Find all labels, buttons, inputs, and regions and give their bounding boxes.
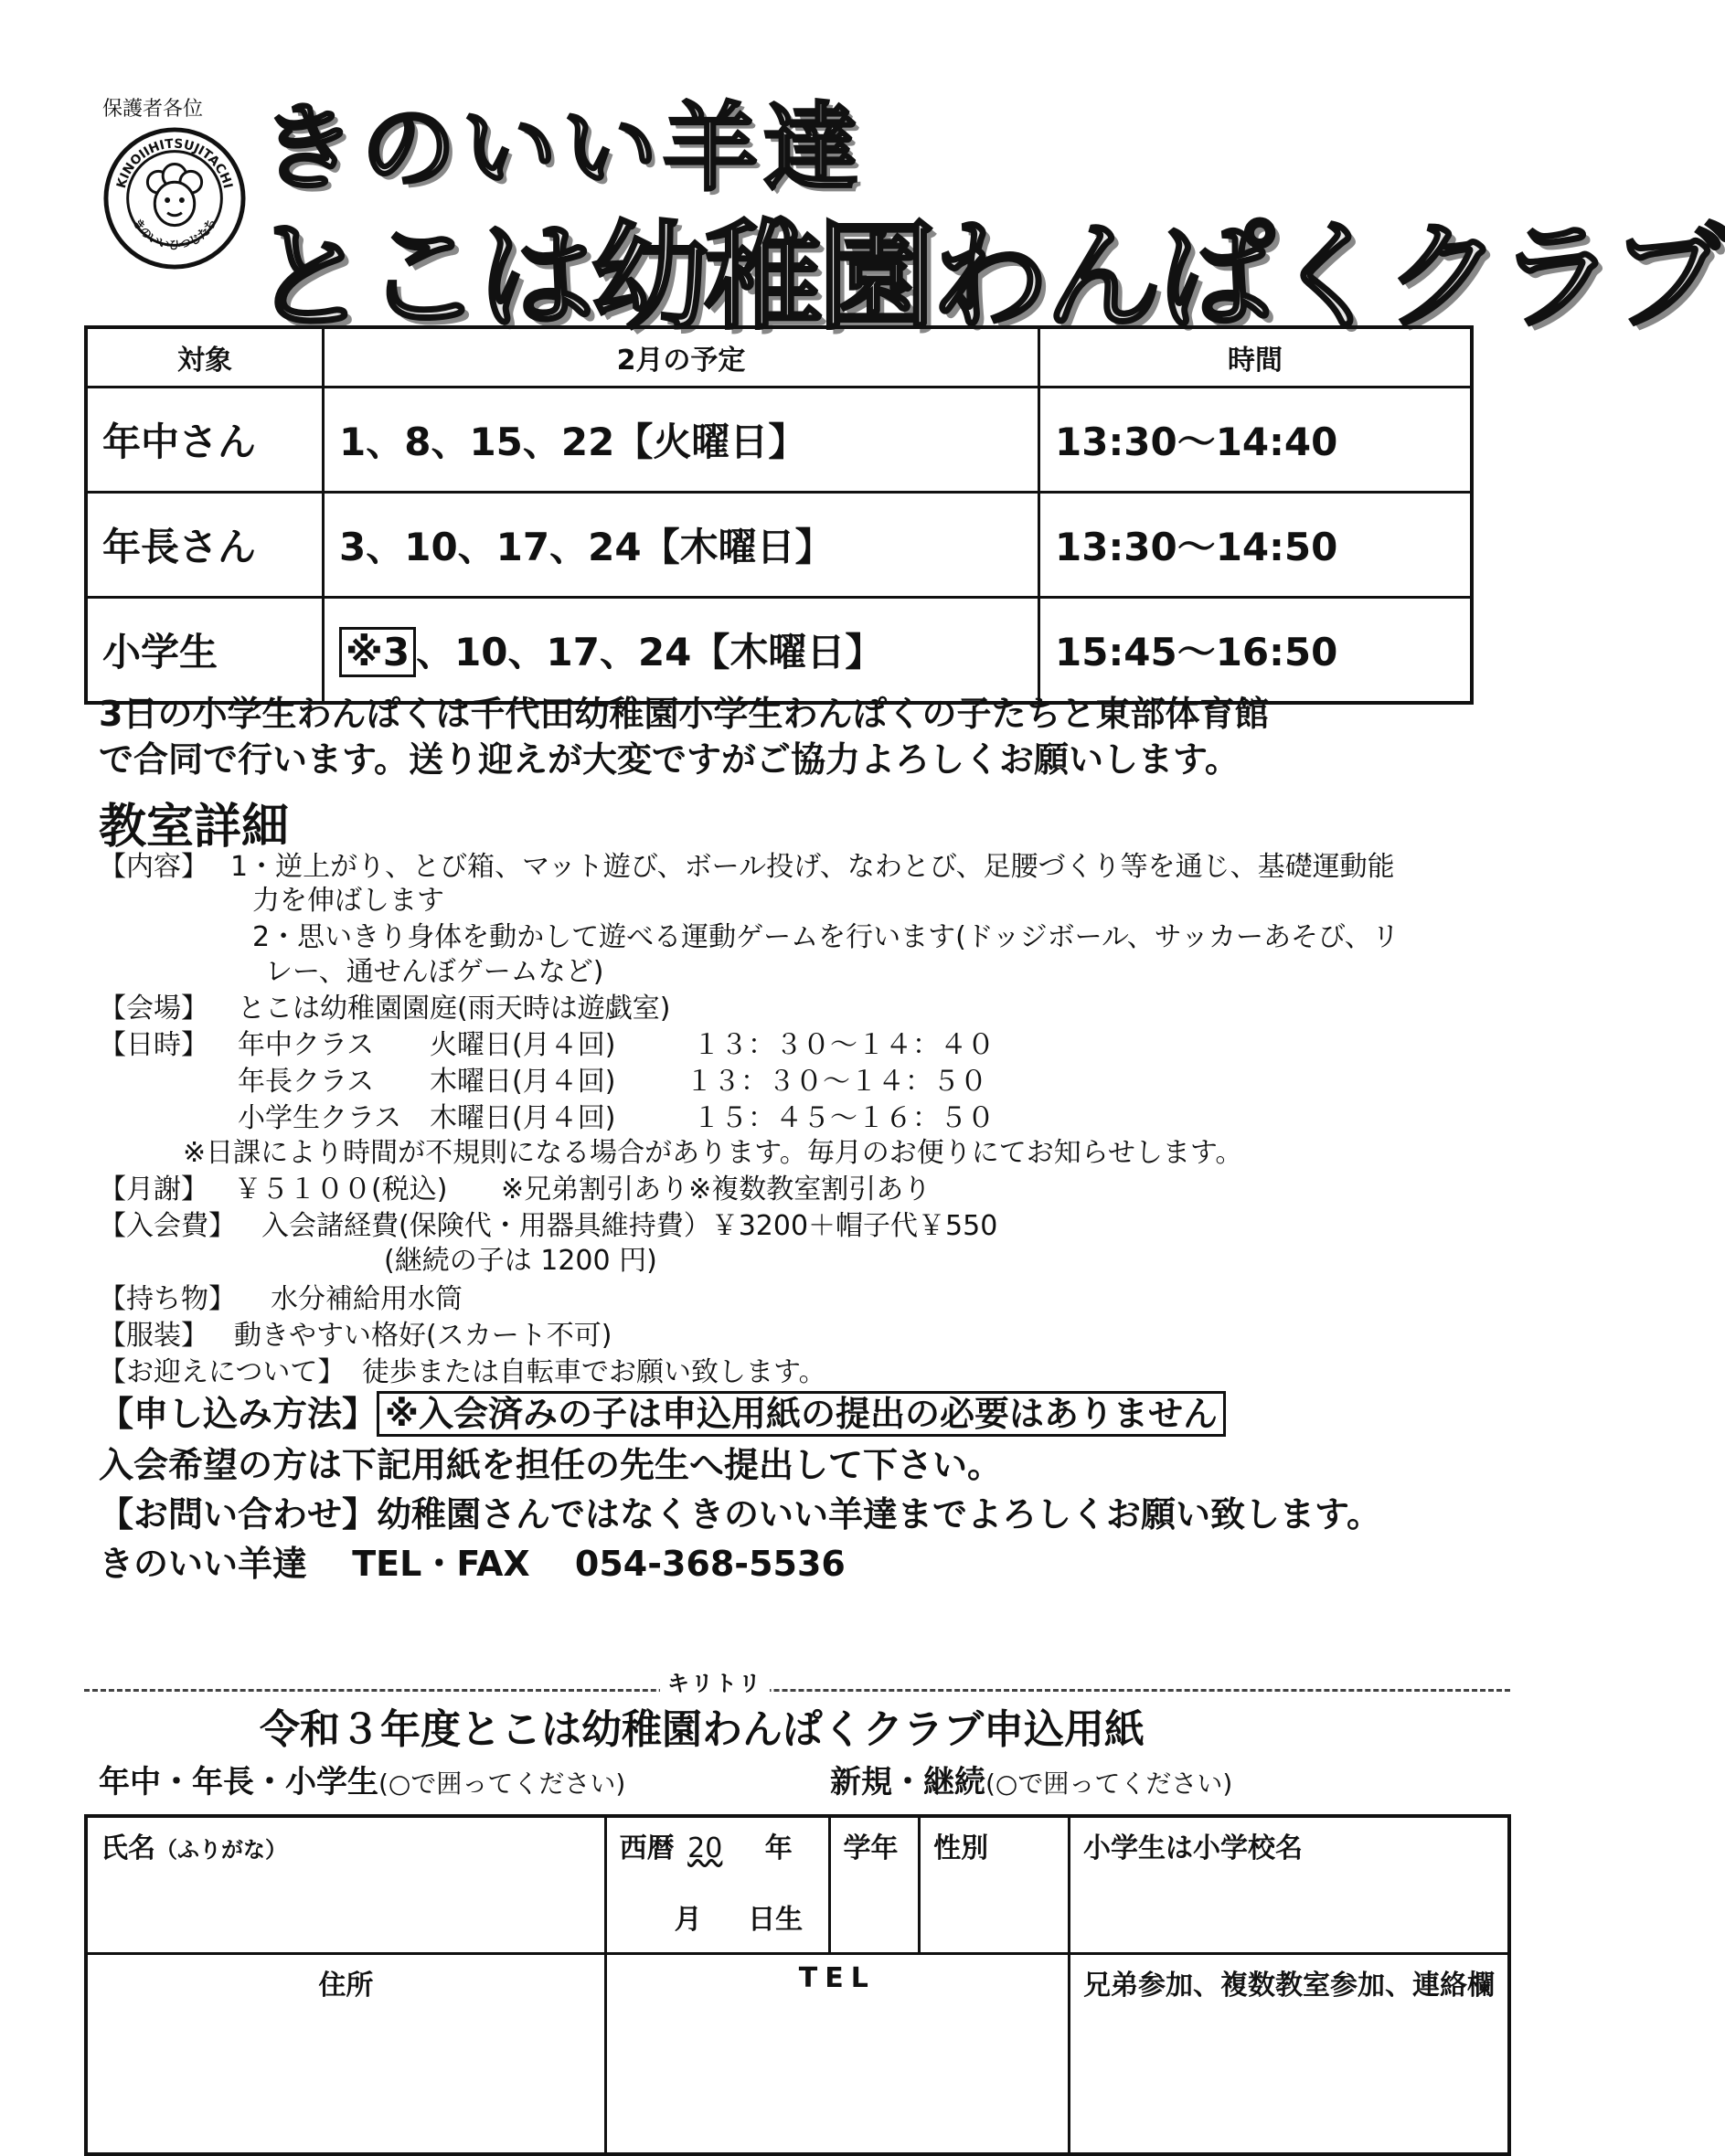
apply-instructions: 入会希望の方は下記用紙を担任の先生へ提出して下さい。 [99,1445,1003,1485]
class-name: 年中クラス [238,1029,375,1061]
apply-label: 【申し込み方法】 [99,1394,378,1434]
grade-hint: (○で囲ってください) [378,1768,626,1799]
phone-line [99,1535,846,1586]
entry-label: 【入会費】 [99,1210,236,1242]
clothes: 動きやすい格好(スカート不可) [234,1320,612,1352]
class-time: １５：４５～１６：５０ [693,1102,995,1134]
logo-caption: きのいいひつじたち [129,216,220,253]
schedule-time: 13:30～14:50 [1039,493,1473,598]
type-choice[interactable]: 新規・継続 [830,1764,985,1800]
fee-label: 【月謝】 [99,1174,208,1205]
org-name: きのいい羊達 [99,1544,308,1584]
class-day: 火曜日(月４回) [430,1029,616,1061]
pickup-label: 【お迎えについて】 [99,1356,346,1388]
grade-choice[interactable]: 年中・年長・小学生 [99,1764,378,1800]
entry-fee: 入会諸経費(保険代・用器具維持費）￥3200＋帽子代￥550 [261,1210,998,1242]
type-choice-line[interactable] [830,1757,1232,1801]
schedule-header-target: 対象 [86,327,324,388]
name-label: 氏名 [101,1832,155,1864]
form-row-2 [86,1953,1509,2154]
pickup: 徒歩または自転車でお願い致します。 [362,1356,826,1388]
apply-boxed-note: ※入会済みの子は申込用紙の提出の必要はありません [377,1391,1226,1437]
schedule-dates: 1、8、15、22【火曜日】 [324,388,1039,493]
fee-note: ※兄弟割引あり※複数教室割引あり [501,1174,932,1205]
entry-note: (継続の子は 1200 円) [384,1245,657,1277]
grade-field[interactable] [829,1816,920,1953]
name-hint: （ふりがな） [155,1837,287,1863]
class-day: 木曜日(月４回) [430,1066,616,1098]
class-time: １３：３０～１４：５０ [686,1066,987,1098]
tel-label: TEL・FAX [352,1544,530,1584]
birth-day-label: 日生 [748,1904,804,1936]
schedule-time: 15:45～16:50 [1039,598,1473,704]
birthdate-field[interactable] [605,1816,829,1953]
notice-line-1: 3日の小学生わんぱくは千代田幼稚園小学生わんぱくの子たちと東部体育館 [99,694,1270,734]
datetime-note: ※日課により時間が不規則になる場合があります。毎月のお便りにてお知らせします。 [183,1137,1243,1169]
form-tel-label: TEL [798,1961,876,1994]
cut-line [84,1689,1510,1692]
venue-label: 【会場】 [99,993,208,1025]
tel-field[interactable] [605,1953,1069,2154]
form-title: 令和３年度とこは幼稚園わんぱくクラブ申込用紙 [260,1706,1145,1753]
notes-field[interactable] [1069,1953,1509,2154]
apply-line [99,1386,1226,1436]
class-name: 年長クラス [238,1066,375,1098]
sex-label: 性別 [933,1832,989,1864]
content-1b: 力を伸ばします [252,885,444,917]
class-name: 小学生クラス [238,1102,402,1134]
type-hint: (○で囲ってください) [985,1768,1233,1799]
grade-label: 学年 [843,1832,899,1864]
birth-era: 西暦 [619,1832,675,1864]
clothes-label: 【服装】 [99,1320,208,1352]
school-field[interactable] [1069,1816,1509,1953]
items-label: 【持ち物】 [99,1283,236,1315]
schedule-target: 小学生 [86,598,324,704]
venue: とこは幼稚園園庭(雨天時は遊戯室) [238,993,671,1025]
schedule-header-row [86,327,1472,388]
name-field[interactable] [86,1816,605,1953]
contact-label: 【お問い合わせ】 [99,1494,378,1535]
tel-number: 054-368-5536 [574,1544,846,1584]
schedule-table [84,325,1474,705]
content-2a: 2・思いきり身体を動かして遊べる運動ゲームを行います(ドッジボール、サッカーあそび、リ [252,921,1400,953]
birth-year-label: 年 [764,1832,793,1864]
schedule-time: 13:30～14:40 [1039,388,1473,493]
address-field[interactable] [86,1953,605,2154]
addressee: 保護者各位 [102,98,204,121]
sex-field[interactable] [920,1816,1070,1953]
schedule-dates-rest: 、10、17、24【木曜日】 [416,630,884,674]
grade-choice-line[interactable] [99,1757,625,1801]
title-club: とこは幼稚園わんぱくクラブ [251,209,1725,345]
logo-ring-text: KINOIIHITSUJITACHI [113,136,236,190]
fee: ￥５１００(税込) [234,1174,448,1205]
birth-month-label: 月 [674,1904,702,1936]
club-logo [102,126,247,271]
schedule-dates: 3、10、17、24【木曜日】 [324,493,1039,598]
class-time: １３：３０～１４：４０ [693,1029,995,1061]
schedule-row [86,388,1472,493]
class-day: 木曜日(月４回) [430,1102,616,1134]
application-form-table [84,1814,1511,2156]
schedule-dates-boxed: ※3 [339,627,416,677]
schedule-target: 年長さん [86,493,324,598]
form-row-1 [86,1816,1509,1953]
schedule-target: 年中さん [86,388,324,493]
title-organization: きのいい羊達 [261,92,865,204]
notes-label: 兄弟参加、複数教室参加、連絡欄 [1082,1969,1495,2002]
cut-label: キリトリ [660,1665,770,1697]
contact-text: 幼稚園さんではなくきのいい羊達までよろしくお願い致します。 [377,1494,1381,1535]
contact-line [99,1486,1381,1536]
items: 水分補給用水筒 [271,1283,463,1315]
schedule-header-dates: 2月の予定 [324,327,1039,388]
datetime-label: 【日時】 [99,1029,208,1061]
content-1a: 1・逆上がり、とび箱、マット遊び、ボール投げ、なわとび、足腰づくり等を通じ、基礎運動能 [230,851,1395,883]
schedule-row [86,493,1472,598]
birth-year-prefix: 20 [687,1832,723,1864]
schedule-header-time: 時間 [1039,327,1473,388]
content-label: 【内容】 [99,851,208,883]
content-2b: レー、通せんぼゲームなど) [265,956,604,988]
school-label: 小学生は小学校名 [1082,1832,1303,1864]
address-label: 住所 [318,1969,374,2002]
notice-line-2: で合同で行います。送り迎えが大変ですがご協力よろしくお願いします。 [99,739,1240,780]
section-heading: 教室詳細 [99,800,290,855]
